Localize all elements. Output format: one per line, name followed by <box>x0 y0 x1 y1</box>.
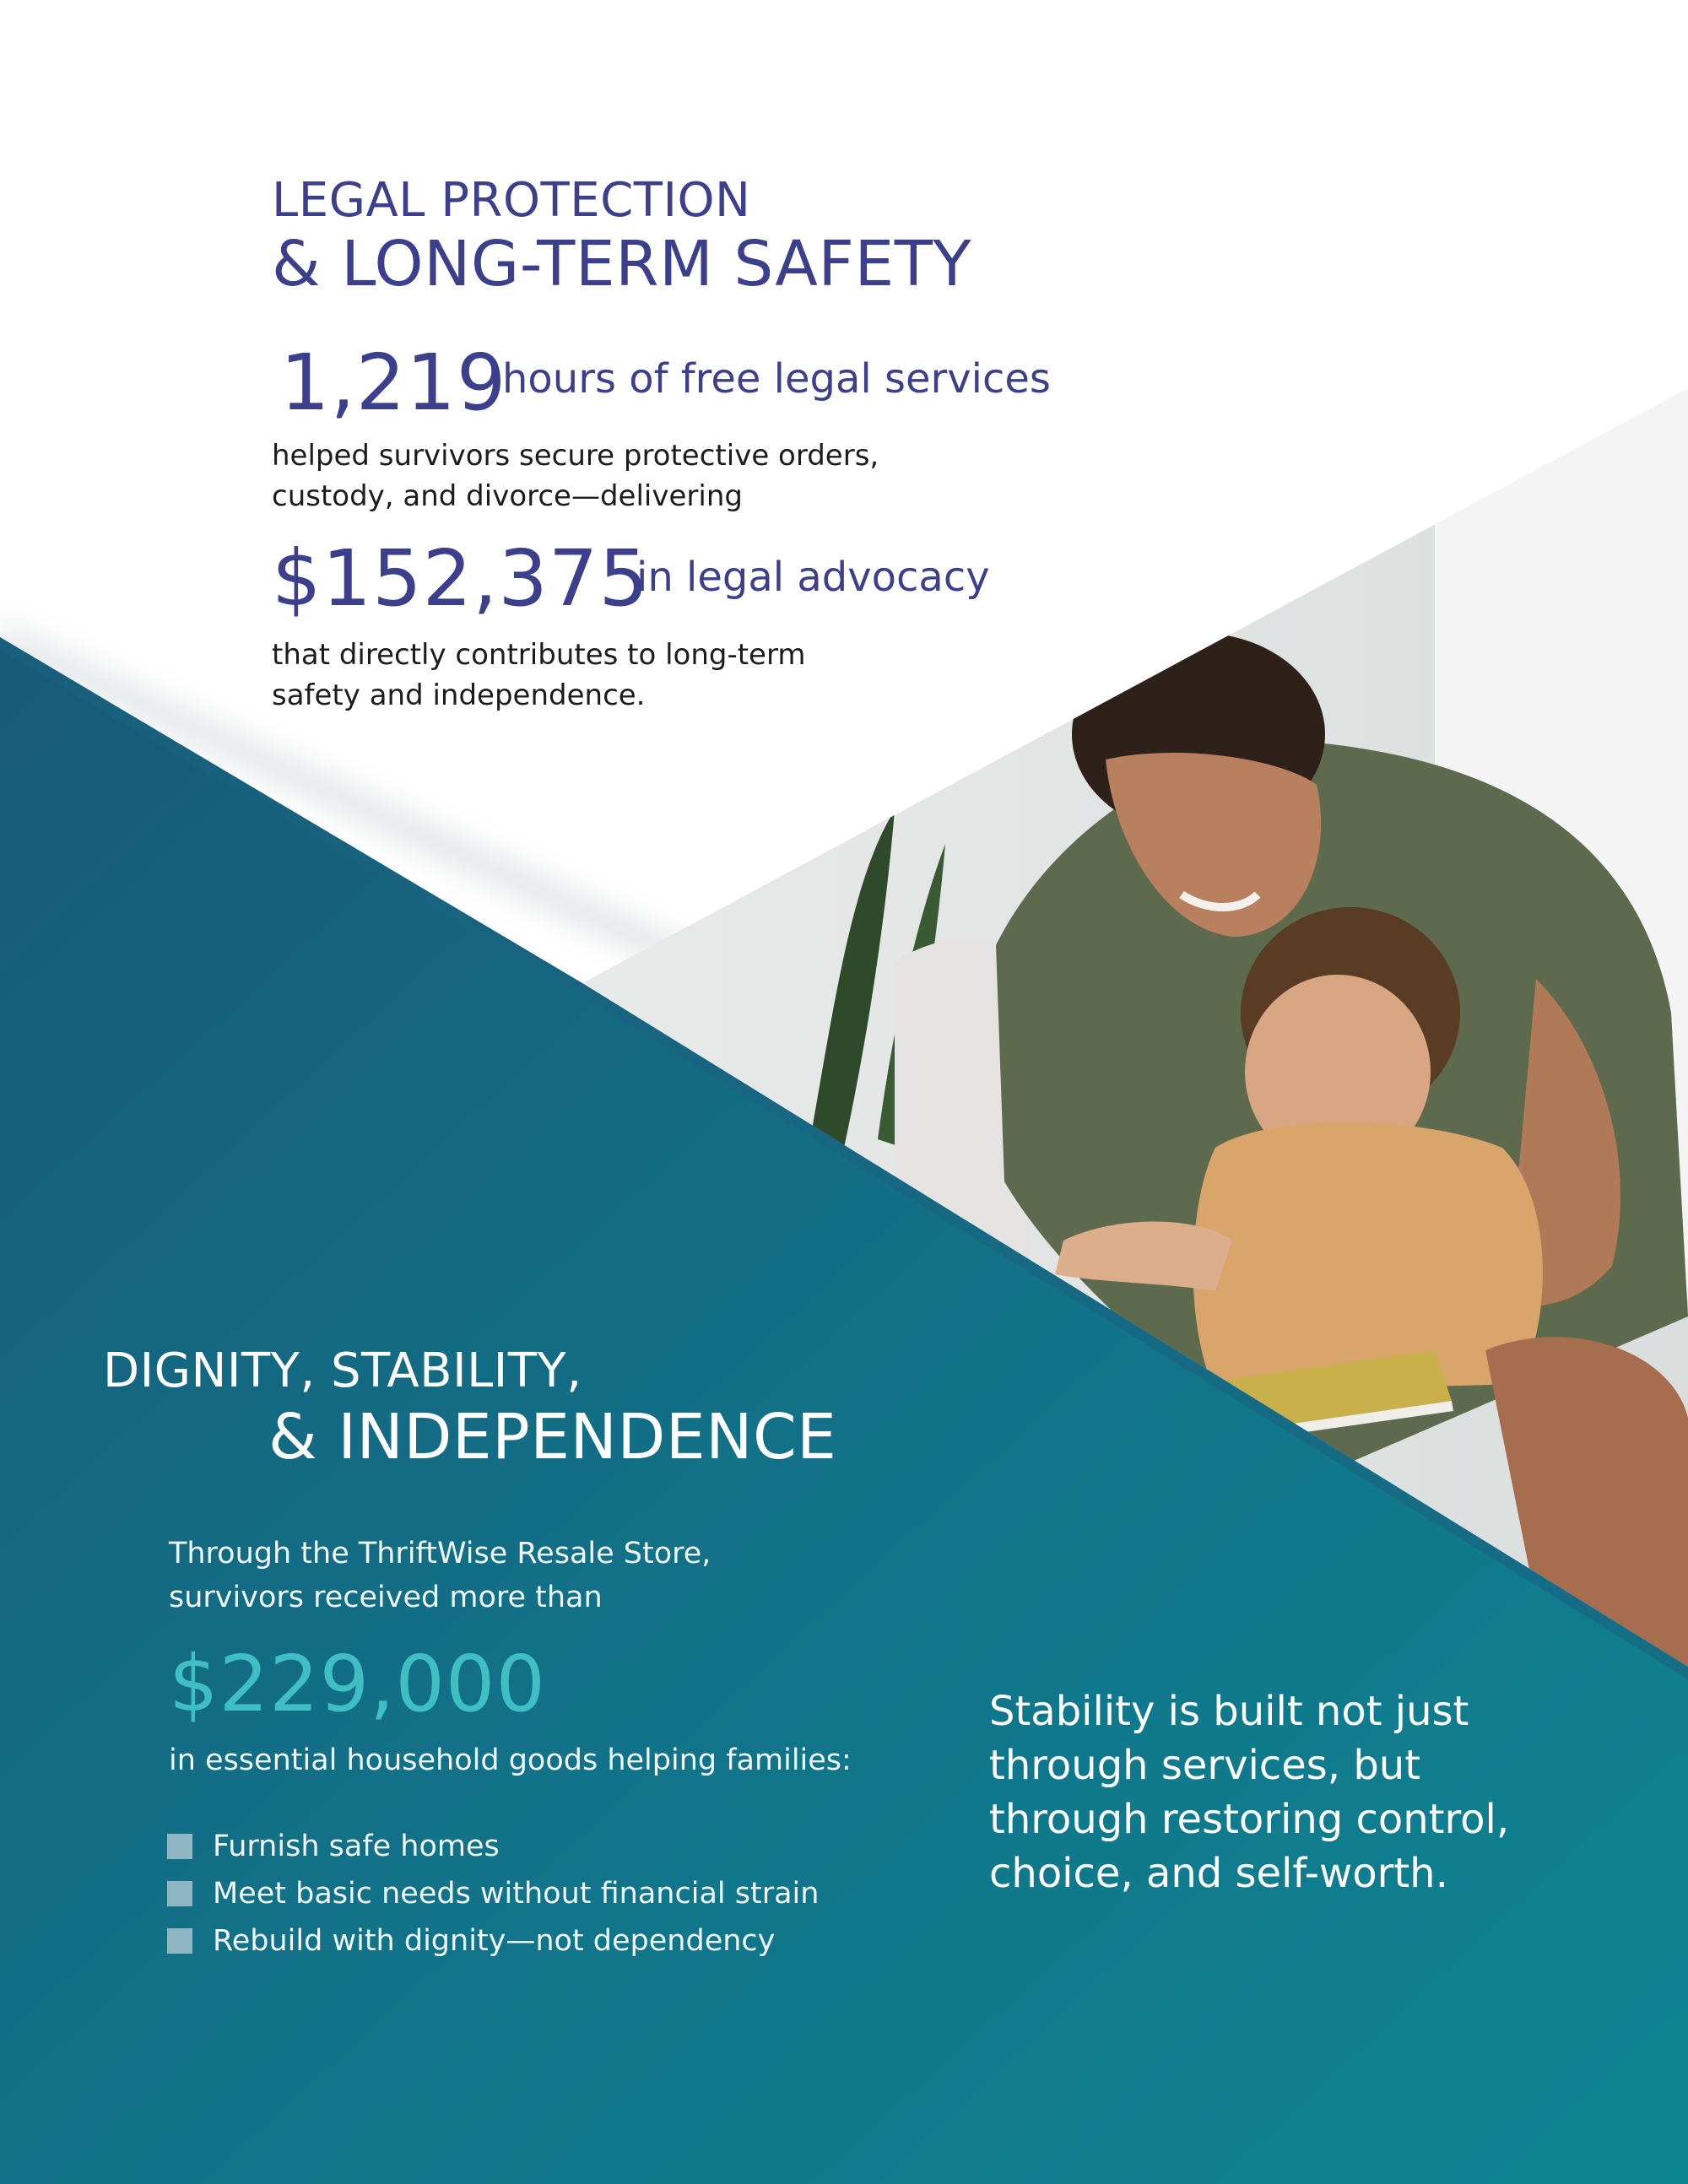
dignity-heading-line2: & INDEPENDENCE <box>268 1401 837 1473</box>
list-item-label: Rebuild with dignity—not dependency <box>213 1924 776 1958</box>
list-item-label: Meet basic needs without financial strain <box>213 1877 820 1911</box>
stat-legal-hours-text-line2: custody, and divorce—delivering <box>272 479 743 513</box>
stat-household-goods-text: in essential household goods helping families: <box>169 1743 852 1777</box>
quote-line: through restoring control, <box>989 1796 1510 1843</box>
list-item <box>167 1823 819 1870</box>
stat-legal-hours-text-line1: helped survivors secure protective orders, <box>272 439 879 473</box>
stat-legal-advocacy-text-line1: that directly contributes to long-term <box>272 638 806 672</box>
dignity-intro-line2: survivors received more than <box>169 1581 603 1614</box>
stat-household-goods-value: $229,000 <box>169 1639 546 1729</box>
stat-legal-advocacy-text-line2: safety and independence. <box>272 678 646 712</box>
list-item-label: Furnish safe homes <box>213 1830 500 1863</box>
list-item <box>167 1917 819 1965</box>
square-bullet-icon <box>167 1834 192 1859</box>
quote-line: Stability is built not just <box>989 1688 1469 1735</box>
stability-quote <box>989 1684 1509 1900</box>
square-bullet-icon <box>167 1928 192 1954</box>
list-item <box>167 1870 819 1917</box>
legal-heading-line2: & LONG-TERM SAFETY <box>272 228 972 300</box>
stat-legal-hours-unit: hours of free legal services <box>502 355 1051 403</box>
legal-heading-line1: LEGAL PROTECTION <box>272 173 751 228</box>
stat-legal-hours-value: 1,219 <box>280 338 507 428</box>
benefits-list <box>167 1823 819 1965</box>
stat-legal-advocacy-unit: in legal advocacy <box>636 554 990 601</box>
dignity-intro-line1: Through the ThriftWise Resale Store, <box>169 1537 711 1570</box>
quote-line: choice, and self-worth. <box>989 1850 1448 1897</box>
quote-line: through services, but <box>989 1742 1421 1789</box>
square-bullet-icon <box>167 1881 192 1906</box>
stat-legal-advocacy-value: $152,375 <box>272 533 649 624</box>
dignity-heading-line1: DIGNITY, STABILITY, <box>103 1343 582 1398</box>
